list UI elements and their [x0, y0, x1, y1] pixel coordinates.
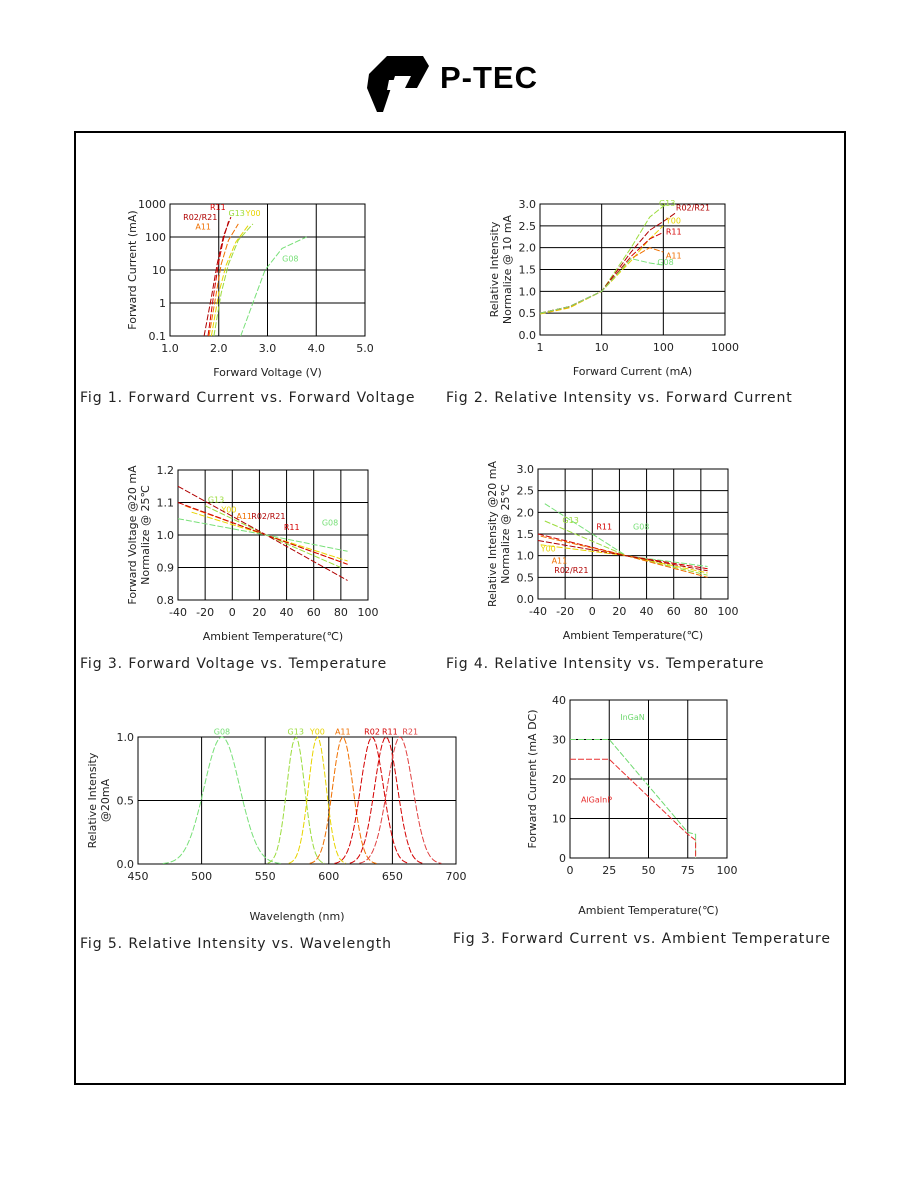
x-tick-label: 1000 — [711, 341, 739, 354]
y-tick-label: 2.5 — [518, 219, 536, 233]
x-tick-label: 100 — [652, 341, 674, 354]
series-label-r02-r21: R02/R21 — [183, 212, 218, 222]
y-axis-label-secondary: @20mA — [99, 778, 112, 823]
x-axis-label: Ambient Temperature(℃) — [562, 629, 704, 642]
y-axis-label: Relative Intensity @20 mA — [486, 461, 499, 607]
x-tick-label: 40 — [279, 606, 294, 619]
x-tick-label: 100 — [716, 864, 738, 877]
series-label-r11: R11 — [665, 227, 682, 237]
series-label-g08: G08 — [633, 522, 650, 532]
series-label-r02-r21: R02/R21 — [554, 566, 589, 575]
y-tick-label: 1.0 — [156, 529, 174, 542]
chart-fig1 — [110, 190, 390, 390]
series-label-r11: R11 — [381, 727, 398, 737]
series-label-y00: Y00 — [540, 544, 556, 554]
x-tick-label: 60 — [306, 606, 321, 619]
y-axis-label-secondary: Normalize @ 25℃ — [139, 485, 152, 585]
y-tick-label: 1.2 — [156, 464, 174, 477]
x-tick-label: -40 — [529, 605, 547, 618]
x-tick-label: 500 — [191, 870, 213, 883]
series-label-g13: G13 — [287, 727, 304, 737]
x-tick-label: 450 — [127, 870, 149, 883]
y-tick-label: 0.5 — [516, 571, 534, 585]
y-tick-label: 2.0 — [518, 241, 536, 255]
chart-fig4 — [480, 435, 750, 650]
series-label-y00: Y00 — [665, 216, 681, 226]
series-label-g13: G13 — [207, 495, 225, 505]
x-tick-label: 5.0 — [356, 342, 374, 355]
caption-fig6: Fig 3. Forward Current vs. Ambient Temperature — [453, 931, 831, 947]
series-label-a11: A11 — [195, 222, 212, 232]
x-tick-label: 550 — [254, 870, 276, 883]
series-label-a11: A11 — [551, 556, 568, 566]
x-tick-label: 50 — [641, 864, 656, 877]
x-tick-label: 25 — [602, 864, 617, 877]
x-tick-label: 80 — [333, 606, 348, 619]
series-label-a11: A11 — [236, 511, 253, 521]
x-tick-label: 20 — [252, 606, 267, 619]
series-label-r02: R02 — [364, 727, 380, 737]
p-tec-logo-icon — [363, 52, 433, 116]
series-label-g13: G13 — [562, 516, 579, 526]
x-tick-label: 1 — [536, 341, 544, 354]
x-tick-label: 0 — [588, 605, 596, 618]
series-label-algainp: AlGaInP — [580, 795, 613, 805]
x-tick-label: 1.0 — [161, 342, 179, 355]
y-tick-label: 2.5 — [516, 484, 534, 498]
y-tick-label: 1.0 — [116, 731, 134, 744]
x-tick-label: 60 — [666, 605, 681, 618]
chart-fig6 — [490, 685, 750, 925]
y-tick-label: 0.0 — [116, 858, 134, 871]
x-tick-label: 0 — [566, 864, 574, 877]
series-label-r11: R11 — [596, 522, 613, 532]
series-label-r02-r21: R02/R21 — [251, 511, 286, 521]
y-tick-label: 0.1 — [148, 330, 166, 343]
caption-fig1: Fig 1. Forward Current vs. Forward Voltage — [80, 390, 416, 406]
series-label-y00: Y00 — [309, 727, 325, 737]
y-tick-label: 1.0 — [518, 285, 536, 299]
y-tick-label: 3.0 — [516, 463, 534, 476]
caption-fig3: Fig 3. Forward Voltage vs. Temperature — [80, 656, 388, 672]
y-tick-label: 3.0 — [518, 198, 536, 211]
brand-name: P-TEC — [440, 60, 538, 95]
caption-fig5: Fig 5. Relative Intensity vs. Wavelength — [80, 936, 392, 952]
y-tick-label: 1.1 — [156, 496, 174, 510]
x-tick-label: 4.0 — [307, 342, 325, 355]
series-label-r02-r21: R02/R21 — [675, 203, 711, 213]
x-tick-label: -40 — [169, 606, 187, 619]
caption-fig4: Fig 4. Relative Intensity vs. Temperature — [446, 656, 765, 672]
x-axis-label: Ambient Temperature(℃) — [578, 904, 719, 917]
x-tick-label: 100 — [357, 606, 379, 619]
y-tick-label: 0.5 — [116, 794, 134, 808]
x-tick-label: 75 — [680, 864, 695, 877]
x-tick-label: 80 — [693, 605, 708, 618]
series-label-g08: G08 — [282, 254, 299, 264]
brand-logo — [363, 52, 558, 116]
y-tick-label: 30 — [552, 733, 566, 747]
y-tick-label: 1.5 — [518, 263, 536, 277]
series-label-g13: G13 — [658, 199, 676, 209]
x-tick-label: -20 — [196, 606, 215, 619]
y-tick-label: 10 — [552, 812, 566, 826]
y-axis-label: Forward Current (mA DC) — [526, 709, 539, 849]
x-tick-label: 2.0 — [210, 342, 228, 355]
caption-fig2: Fig 2. Relative Intensity vs. Forward Current — [446, 390, 793, 406]
x-tick-label: 100 — [717, 605, 739, 618]
series-label-a11: A11 — [665, 251, 682, 261]
chart-fig5 — [80, 715, 480, 925]
chart-fig2 — [480, 190, 750, 390]
series-label-y00: Y00 — [245, 208, 261, 218]
series-label-g08: G08 — [657, 258, 674, 268]
y-tick-label: 1000 — [138, 198, 166, 211]
x-tick-label: 3.0 — [258, 342, 277, 355]
y-axis-label: Relative Intensity — [86, 752, 99, 849]
x-tick-label: 0 — [228, 606, 236, 619]
y-axis-label: Forward Voltage @20 mA — [126, 465, 139, 605]
series-label-g08: G08 — [213, 727, 231, 737]
series-label-r11: R11 — [283, 523, 300, 533]
y-axis-label: Forward Current (mA) — [126, 210, 139, 330]
series-label-g08: G08 — [321, 518, 339, 528]
series-label-r21: R21 — [402, 727, 419, 737]
y-tick-label: 40 — [552, 694, 566, 707]
y-tick-label: 0 — [559, 852, 566, 865]
y-tick-label: 10 — [152, 264, 166, 277]
y-axis-label-secondary: Normalize @ 25℃ — [499, 484, 512, 584]
x-tick-label: 650 — [381, 870, 403, 883]
x-tick-label: 20 — [612, 605, 627, 618]
y-tick-label: 1.0 — [516, 549, 534, 563]
x-axis-label: Wavelength (nm) — [249, 910, 345, 923]
series-label-r11: R11 — [209, 203, 226, 213]
y-tick-label: 0.0 — [516, 593, 534, 606]
y-axis-label-secondary: Normalize @ 10 mA — [501, 214, 514, 325]
y-tick-label: 100 — [145, 231, 166, 244]
x-tick-label: 10 — [594, 341, 609, 354]
x-axis-label: Ambient Temperature(℃) — [202, 630, 344, 643]
y-tick-label: 0.0 — [518, 329, 536, 342]
x-tick-label: 600 — [318, 870, 340, 883]
series-label-a11: A11 — [334, 727, 351, 737]
y-tick-label: 1 — [159, 297, 166, 310]
y-tick-label: 1.5 — [516, 528, 534, 541]
y-tick-label: 20 — [552, 773, 566, 786]
y-tick-label: 0.5 — [518, 307, 536, 321]
chart-fig3 — [120, 440, 390, 650]
x-tick-label: 700 — [445, 870, 467, 883]
y-axis-label: Relative Intensity — [488, 221, 501, 318]
y-tick-label: 0.9 — [156, 561, 174, 575]
x-tick-label: 40 — [639, 605, 654, 618]
x-axis-label: Forward Voltage (V) — [213, 366, 322, 379]
x-tick-label: -20 — [556, 605, 575, 618]
y-tick-label: 2.0 — [516, 506, 534, 520]
series-label-g13: G13 — [228, 209, 245, 219]
series-label-ingan: InGaN — [620, 712, 645, 722]
x-axis-label: Forward Current (mA) — [572, 365, 693, 378]
series-label-y00: Y00 — [221, 505, 237, 515]
y-tick-label: 0.8 — [156, 594, 174, 607]
